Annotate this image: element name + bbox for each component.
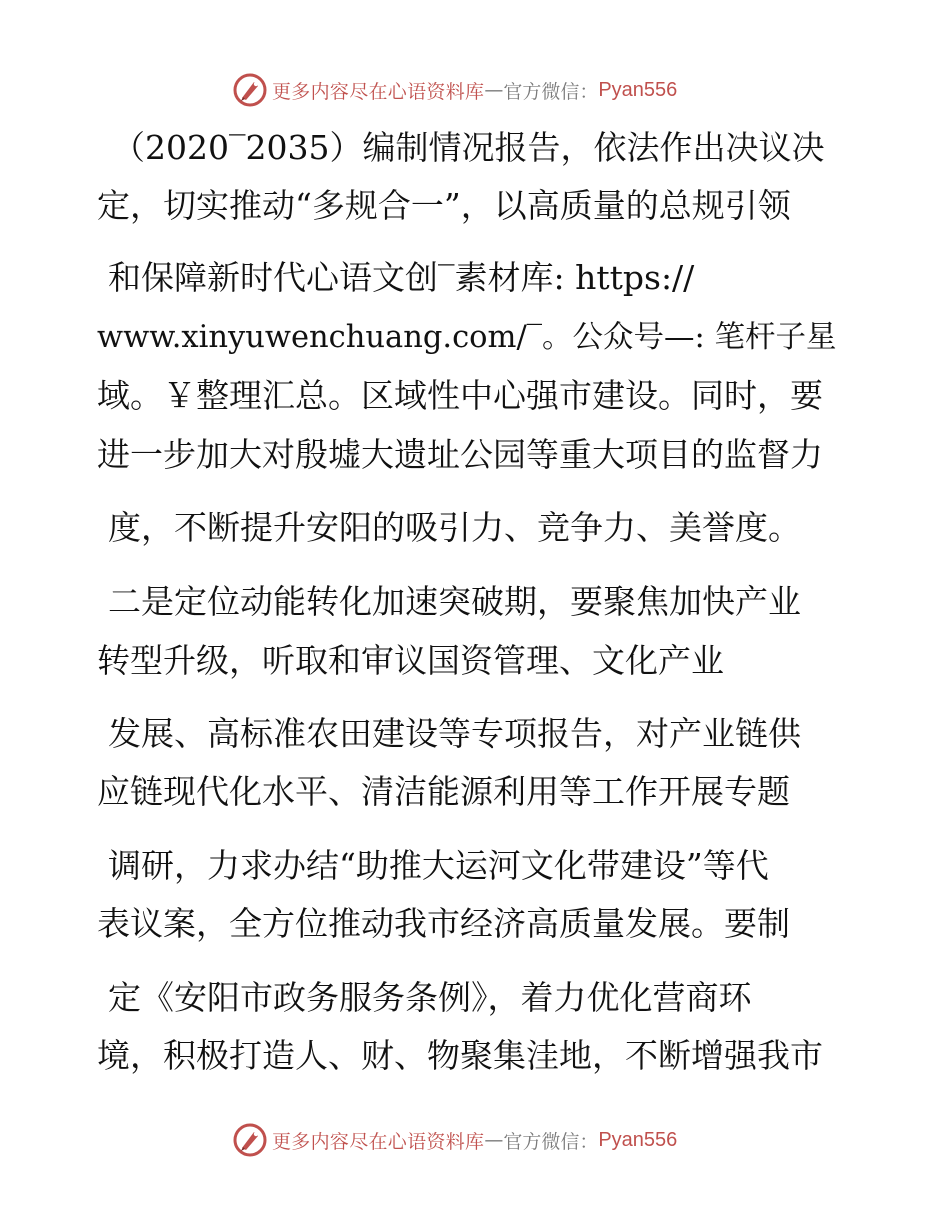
pen-logo-icon — [232, 1122, 268, 1158]
footer-banner — [232, 1120, 732, 1160]
body-line-7: 度，不断提升安阳的吸引力、竞争力、美誉度。 — [108, 508, 801, 547]
banner-separator: — — [484, 1129, 504, 1151]
banner-wechat-id: Pyan556 — [598, 1128, 678, 1151]
banner-text: 更多内容尽在心语资料库 — [272, 1130, 485, 1153]
body-line-6: 进一步加大对殷墟大遗址公园等重大项目的监督力 — [97, 435, 823, 474]
body-line-3: 和保障新时代心语文创‾素材库: https:// — [108, 258, 695, 297]
body-line-2: 定，切实推动“多规合一”，以高质量的总规引领 — [97, 186, 791, 225]
body-line-8: 二是定位动能转化加速突破期，要聚焦加快产业 — [108, 582, 801, 621]
banner-text: 更多内容尽在心语资料库 — [272, 80, 485, 103]
body-line-12: 调研，力求办结“助推大运河文化带建设”等代 — [108, 846, 769, 885]
body-line-1: （2020‾2035）编制情况报告，依法作出决议决 — [112, 128, 825, 167]
body-line-9: 转型升级，听取和审议国资管理、文化产业 — [97, 641, 724, 680]
banner-separator: — — [484, 79, 504, 101]
body-line-10: 发展、高标准农田建设等专项报告，对产业链供 — [108, 714, 801, 753]
banner-wechat-label: 官方微信： — [503, 80, 599, 103]
body-line-15: 境，积极打造人、财、物聚集洼地，不断增强我市 — [97, 1036, 823, 1075]
banner-wechat-label: 官方微信： — [503, 1130, 599, 1153]
body-line-5: 域。￥整理汇总。区域性中心强市建设。同时，要 — [97, 376, 823, 415]
body-line-13: 表议案，全方位推动我市经济高质量发展。要制 — [97, 904, 790, 943]
header-banner — [232, 70, 732, 110]
body-line-14: 定《安阳市政务服务条例》，着力优化营商环 — [108, 978, 752, 1017]
body-line-11: 应链现代化水平、清洁能源利用等工作开展专题 — [97, 772, 790, 811]
body-line-4: www.xinyuwenchuang.com/‾。公众号—: 笔杆子星 — [97, 320, 837, 355]
pen-logo-icon — [232, 72, 268, 108]
banner-wechat-id: Pyan556 — [598, 78, 678, 101]
